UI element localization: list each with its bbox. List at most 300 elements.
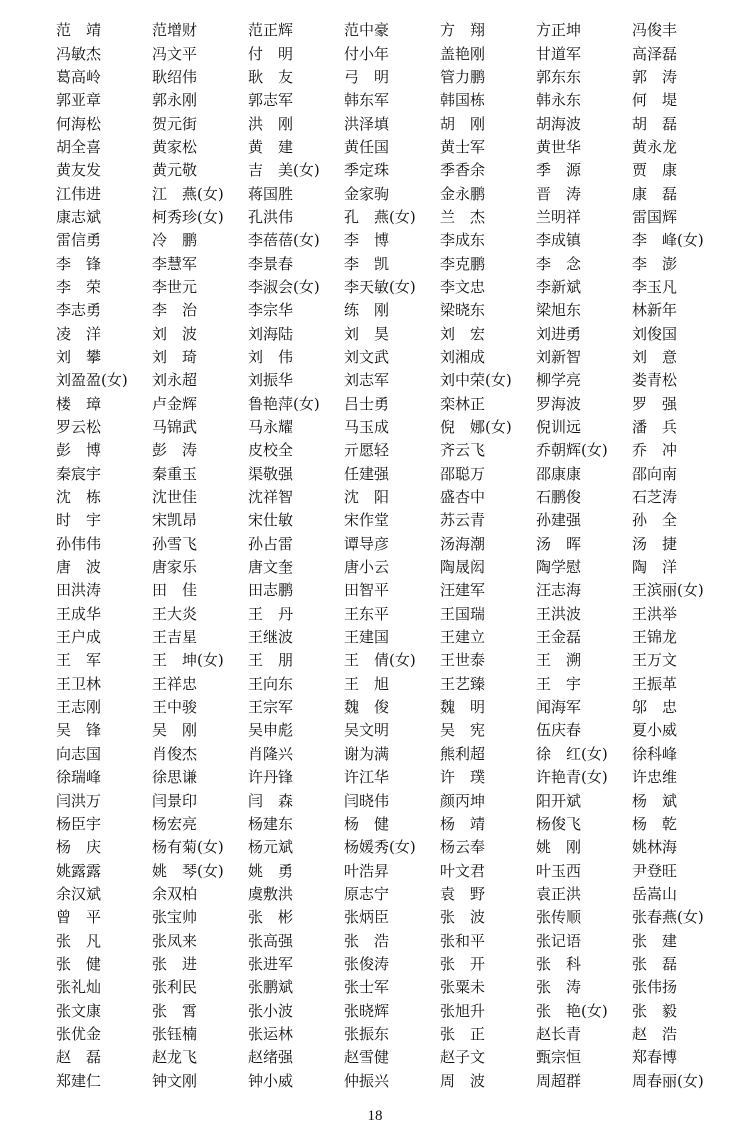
name-entry: 张 进 bbox=[152, 954, 198, 973]
name-entry: 徐 红(女) bbox=[536, 744, 608, 763]
name-entry: 刘 宏 bbox=[440, 324, 486, 343]
name-entry: 郭志军 bbox=[248, 91, 294, 110]
name-entry: 黄永龙 bbox=[632, 137, 678, 156]
name-entry: 蒋国胜 bbox=[248, 184, 294, 203]
name-row bbox=[56, 952, 746, 975]
name-entry: 彭 涛 bbox=[152, 441, 198, 460]
name-row bbox=[56, 882, 746, 905]
name-entry: 杨云奉 bbox=[440, 838, 486, 857]
name-entry: 魏 明 bbox=[440, 698, 486, 717]
name-entry: 季香余 bbox=[440, 161, 486, 180]
name-row bbox=[56, 858, 746, 881]
name-entry: 刘 波 bbox=[152, 324, 198, 343]
name-entry: 张运林 bbox=[248, 1024, 294, 1043]
name-entry: 冯俊丰 bbox=[632, 21, 678, 40]
name-entry: 姚林海 bbox=[632, 838, 678, 857]
name-entry: 叶玉西 bbox=[536, 861, 582, 880]
name-entry: 彭 博 bbox=[56, 441, 102, 460]
name-entry: 盛杏中 bbox=[440, 488, 486, 507]
name-entry: 周春丽(女) bbox=[632, 1071, 704, 1090]
name-entry: 柯秀珍(女) bbox=[152, 207, 224, 226]
name-entry: 赵子文 bbox=[440, 1048, 486, 1067]
name-entry: 吴 刚 bbox=[152, 721, 198, 740]
name-entry: 汪建军 bbox=[440, 581, 486, 600]
name-row bbox=[56, 392, 746, 415]
name-row bbox=[56, 485, 746, 508]
name-entry: 王洪波 bbox=[536, 604, 582, 623]
name-entry: 刘 攀 bbox=[56, 347, 102, 366]
name-entry: 李 荣 bbox=[56, 277, 102, 296]
name-row bbox=[56, 205, 746, 228]
name-entry: 王振革 bbox=[632, 674, 678, 693]
name-entry: 洪泽填 bbox=[344, 114, 390, 133]
page-number: 18 bbox=[367, 1108, 383, 1124]
name-entry: 钟小威 bbox=[248, 1071, 294, 1090]
name-entry: 邬 忠 bbox=[632, 698, 678, 717]
name-entry: 汤 晖 bbox=[536, 534, 582, 553]
name-entry: 王 军 bbox=[56, 651, 102, 670]
name-entry: 李新斌 bbox=[536, 277, 582, 296]
name-entry: 胡 磊 bbox=[632, 114, 678, 133]
name-entry: 张 健 bbox=[56, 954, 102, 973]
name-entry: 张 艳(女) bbox=[536, 1001, 608, 1020]
name-entry: 李 凯 bbox=[344, 254, 390, 273]
name-entry: 阳开斌 bbox=[536, 791, 582, 810]
name-entry: 李克鹏 bbox=[440, 254, 486, 273]
name-entry: 王建国 bbox=[344, 628, 390, 647]
name-entry: 冯敏杰 bbox=[56, 44, 102, 63]
name-entry: 田智平 bbox=[344, 581, 390, 600]
name-row bbox=[56, 1068, 746, 1091]
name-entry: 李 澎 bbox=[632, 254, 678, 273]
name-entry: 范增财 bbox=[152, 21, 198, 40]
name-entry: 田 佳 bbox=[152, 581, 198, 600]
name-entry: 付小年 bbox=[344, 44, 390, 63]
name-entry: 张和平 bbox=[440, 931, 486, 950]
name-entry: 张 建 bbox=[632, 931, 678, 950]
name-entry: 乔 冲 bbox=[632, 441, 678, 460]
name-entry: 季 源 bbox=[536, 161, 582, 180]
name-entry: 邵聪万 bbox=[440, 464, 486, 483]
name-entry: 张 波 bbox=[440, 908, 486, 927]
name-entry: 赵雪健 bbox=[344, 1048, 390, 1067]
name-entry: 郭东东 bbox=[536, 67, 582, 86]
name-entry: 杨 健 bbox=[344, 814, 390, 833]
name-entry: 刘志军 bbox=[344, 371, 390, 390]
name-entry: 孙雪飞 bbox=[152, 534, 198, 553]
name-entry: 赵 浩 bbox=[632, 1024, 678, 1043]
name-entry: 王 倩(女) bbox=[344, 651, 416, 670]
name-entry: 乔朝辉(女) bbox=[536, 441, 608, 460]
name-entry: 王金磊 bbox=[536, 628, 582, 647]
name-entry: 宋仕敏 bbox=[248, 511, 294, 530]
name-entry: 郭 涛 bbox=[632, 67, 678, 86]
name-entry: 陶晟闳 bbox=[440, 558, 486, 577]
name-entry: 赵龙飞 bbox=[152, 1048, 198, 1067]
name-entry: 皮校全 bbox=[248, 441, 294, 460]
name-entry: 张优金 bbox=[56, 1024, 102, 1043]
name-entry: 张晓辉 bbox=[344, 1001, 390, 1020]
name-entry: 兰明祥 bbox=[536, 207, 582, 226]
name-entry: 张俊涛 bbox=[344, 954, 390, 973]
name-row bbox=[56, 788, 746, 811]
name-entry: 张士军 bbox=[344, 978, 390, 997]
name-entry: 沈 阳 bbox=[344, 488, 390, 507]
name-entry: 李世元 bbox=[152, 277, 198, 296]
name-entry: 赵长青 bbox=[536, 1024, 582, 1043]
name-entry: 范 靖 bbox=[56, 21, 102, 40]
name-entry: 张钰楠 bbox=[152, 1024, 198, 1043]
name-entry: 刘 意 bbox=[632, 347, 678, 366]
name-entry: 郑春博 bbox=[632, 1048, 678, 1067]
name-row bbox=[56, 555, 746, 578]
name-entry: 雷信勇 bbox=[56, 231, 102, 250]
name-entry: 杨建东 bbox=[248, 814, 294, 833]
name-entry: 王 坤(女) bbox=[152, 651, 224, 670]
name-entry: 沈 栋 bbox=[56, 488, 102, 507]
name-entry: 张 磊 bbox=[632, 954, 678, 973]
name-entry: 王 丹 bbox=[248, 604, 294, 623]
name-entry: 弓 明 bbox=[344, 67, 390, 86]
name-entry: 马永耀 bbox=[248, 418, 294, 437]
name-entry: 孔洪伟 bbox=[248, 207, 294, 226]
name-row bbox=[56, 602, 746, 625]
name-entry: 冯文平 bbox=[152, 44, 198, 63]
name-entry: 金永鹏 bbox=[440, 184, 486, 203]
name-entry: 原志宁 bbox=[344, 884, 390, 903]
name-entry: 吴 宪 bbox=[440, 721, 486, 740]
name-entry: 闻海军 bbox=[536, 698, 582, 717]
name-row bbox=[56, 65, 746, 88]
name-entry: 宋作堂 bbox=[344, 511, 390, 530]
name-entry: 杨宏亮 bbox=[152, 814, 198, 833]
name-row bbox=[56, 1045, 746, 1068]
name-entry: 张 浩 bbox=[344, 931, 390, 950]
name-entry: 梁晓东 bbox=[440, 301, 486, 320]
name-entry: 沈祥智 bbox=[248, 488, 294, 507]
name-entry: 王滨丽(女) bbox=[632, 581, 704, 600]
name-row bbox=[56, 462, 746, 485]
name-entry: 张炳臣 bbox=[344, 908, 390, 927]
name-entry: 张凤来 bbox=[152, 931, 198, 950]
name-entry: 杨 庆 bbox=[56, 838, 102, 857]
name-entry: 甘道军 bbox=[536, 44, 582, 63]
name-entry: 唐家乐 bbox=[152, 558, 198, 577]
name-entry: 林新年 bbox=[632, 301, 678, 320]
name-entry: 李 治 bbox=[152, 301, 198, 320]
name-entry: 叶浩昇 bbox=[344, 861, 390, 880]
name-entry: 孔 燕(女) bbox=[344, 207, 416, 226]
name-entry: 亓愿轻 bbox=[344, 441, 390, 460]
name-entry: 张粟未 bbox=[440, 978, 486, 997]
name-entry: 康 磊 bbox=[632, 184, 678, 203]
name-entry: 徐科峰 bbox=[632, 744, 678, 763]
name-entry: 钟文刚 bbox=[152, 1071, 198, 1090]
name-entry: 张高强 bbox=[248, 931, 294, 950]
name-row bbox=[56, 532, 746, 555]
name-row bbox=[56, 578, 746, 601]
name-entry: 王国瑞 bbox=[440, 604, 486, 623]
name-entry: 苏云青 bbox=[440, 511, 486, 530]
name-entry: 王继波 bbox=[248, 628, 294, 647]
name-entry: 何 堤 bbox=[632, 91, 678, 110]
name-entry: 王卫林 bbox=[56, 674, 102, 693]
name-entry: 宋凯昂 bbox=[152, 511, 198, 530]
name-entry: 卢金辉 bbox=[152, 394, 198, 413]
name-row bbox=[56, 508, 746, 531]
name-row bbox=[56, 695, 746, 718]
name-entry: 肖俊杰 bbox=[152, 744, 198, 763]
name-entry: 叶文君 bbox=[440, 861, 486, 880]
name-entry: 杨元斌 bbox=[248, 838, 294, 857]
name-entry: 刘盈盈(女) bbox=[56, 371, 128, 390]
name-row bbox=[56, 321, 746, 344]
name-entry: 杨 靖 bbox=[440, 814, 486, 833]
name-entry: 沈世佳 bbox=[152, 488, 198, 507]
name-entry: 齐云飞 bbox=[440, 441, 486, 460]
name-entry: 余双柏 bbox=[152, 884, 198, 903]
name-row bbox=[56, 625, 746, 648]
name-entry: 王 宇 bbox=[536, 674, 582, 693]
name-entry: 方正坤 bbox=[536, 21, 582, 40]
name-entry: 王艺臻 bbox=[440, 674, 486, 693]
name-entry: 张振东 bbox=[344, 1024, 390, 1043]
name-entry: 黄 建 bbox=[248, 137, 294, 156]
name-entry: 邵康康 bbox=[536, 464, 582, 483]
name-entry: 李蓓蓓(女) bbox=[248, 231, 320, 250]
name-entry: 范中豪 bbox=[344, 21, 390, 40]
name-entry: 向志国 bbox=[56, 744, 102, 763]
name-entry: 刘中荣(女) bbox=[440, 371, 512, 390]
name-entry: 颜丙坤 bbox=[440, 791, 486, 810]
name-entry: 冷 鹏 bbox=[152, 231, 198, 250]
name-entry: 娄青松 bbox=[632, 371, 678, 390]
name-row bbox=[56, 275, 746, 298]
name-row bbox=[56, 928, 746, 951]
name-entry: 尹登旺 bbox=[632, 861, 678, 880]
name-entry: 岳嵩山 bbox=[632, 884, 678, 903]
name-entry: 李志勇 bbox=[56, 301, 102, 320]
name-entry: 贺元街 bbox=[152, 114, 198, 133]
name-entry: 季定珠 bbox=[344, 161, 390, 180]
name-row bbox=[56, 88, 746, 111]
name-entry: 吕士勇 bbox=[344, 394, 390, 413]
name-entry: 黄士军 bbox=[440, 137, 486, 156]
name-entry: 许 璞 bbox=[440, 768, 486, 787]
name-entry: 刘 琦 bbox=[152, 347, 198, 366]
name-entry: 谭导彦 bbox=[344, 534, 390, 553]
name-entry: 练 刚 bbox=[344, 301, 390, 320]
name-entry: 王向东 bbox=[248, 674, 294, 693]
name-entry: 曾 平 bbox=[56, 908, 102, 927]
name-entry: 陶 洋 bbox=[632, 558, 678, 577]
name-entry: 江 燕(女) bbox=[152, 184, 224, 203]
name-entry: 张小波 bbox=[248, 1001, 294, 1020]
name-entry: 刘文武 bbox=[344, 347, 390, 366]
name-entry: 刘振华 bbox=[248, 371, 294, 390]
name-entry: 鲁艳萍(女) bbox=[248, 394, 320, 413]
name-row bbox=[56, 298, 746, 321]
name-entry: 张鹏斌 bbox=[248, 978, 294, 997]
name-entry: 任建强 bbox=[344, 464, 390, 483]
name-entry: 韩东军 bbox=[344, 91, 390, 110]
name-entry: 潘 兵 bbox=[632, 418, 678, 437]
name-entry: 栾林正 bbox=[440, 394, 486, 413]
name-entry: 王 旭 bbox=[344, 674, 390, 693]
name-entry: 张春燕(女) bbox=[632, 908, 704, 927]
name-entry: 洪 刚 bbox=[248, 114, 294, 133]
name-entry: 王户成 bbox=[56, 628, 102, 647]
name-entry: 李成东 bbox=[440, 231, 486, 250]
name-entry: 许江华 bbox=[344, 768, 390, 787]
name-entry: 袁正洪 bbox=[536, 884, 582, 903]
name-row bbox=[56, 228, 746, 251]
name-entry: 谢为满 bbox=[344, 744, 390, 763]
name-entry: 张文康 bbox=[56, 1001, 102, 1020]
name-entry: 盖艳刚 bbox=[440, 44, 486, 63]
name-row bbox=[56, 41, 746, 64]
name-entry: 耿绍伟 bbox=[152, 67, 198, 86]
name-entry: 虞敷洪 bbox=[248, 884, 294, 903]
name-entry: 闫洪万 bbox=[56, 791, 102, 810]
name-entry: 李慧军 bbox=[152, 254, 198, 273]
name-entry: 韩国栋 bbox=[440, 91, 486, 110]
name-entry: 郭亚章 bbox=[56, 91, 102, 110]
name-entry: 张记语 bbox=[536, 931, 582, 950]
name-entry: 王 朋 bbox=[248, 651, 294, 670]
name-entry: 郭永刚 bbox=[152, 91, 198, 110]
name-entry: 刘新智 bbox=[536, 347, 582, 366]
name-entry: 唐 波 bbox=[56, 558, 102, 577]
name-entry: 姚 刚 bbox=[536, 838, 582, 857]
name-entry: 胡全喜 bbox=[56, 137, 102, 156]
name-entry: 康志斌 bbox=[56, 207, 102, 226]
name-entry: 李淑会(女) bbox=[248, 277, 320, 296]
name-entry: 王建立 bbox=[440, 628, 486, 647]
name-entry: 王大炎 bbox=[152, 604, 198, 623]
name-entry: 伍庆春 bbox=[536, 721, 582, 740]
name-entry: 李宗华 bbox=[248, 301, 294, 320]
name-entry: 胡海波 bbox=[536, 114, 582, 133]
name-entry: 王锦龙 bbox=[632, 628, 678, 647]
name-entry: 黄友发 bbox=[56, 161, 102, 180]
name-entry: 张利民 bbox=[152, 978, 198, 997]
name-entry: 田志鹏 bbox=[248, 581, 294, 600]
name-entry: 徐瑞峰 bbox=[56, 768, 102, 787]
name-entry: 张 毅 bbox=[632, 1001, 678, 1020]
name-entry: 吴申彪 bbox=[248, 721, 294, 740]
name-entry: 田洪涛 bbox=[56, 581, 102, 600]
name-entry: 楼 璋 bbox=[56, 394, 102, 413]
name-entry: 杨俊飞 bbox=[536, 814, 582, 833]
name-entry: 付 明 bbox=[248, 44, 294, 63]
name-entry: 赵绪强 bbox=[248, 1048, 294, 1067]
name-entry: 耿 友 bbox=[248, 67, 294, 86]
name-entry: 闫 森 bbox=[248, 791, 294, 810]
name-entry: 黄元敬 bbox=[152, 161, 198, 180]
name-entry: 梁旭东 bbox=[536, 301, 582, 320]
name-entry: 高泽磊 bbox=[632, 44, 678, 63]
name-entry: 贾 康 bbox=[632, 161, 678, 180]
name-row bbox=[56, 251, 746, 274]
name-entry: 兰 杰 bbox=[440, 207, 486, 226]
name-entry: 张传顺 bbox=[536, 908, 582, 927]
name-entry: 王志刚 bbox=[56, 698, 102, 717]
name-entry: 闫晓伟 bbox=[344, 791, 390, 810]
name-entry: 袁 野 bbox=[440, 884, 486, 903]
name-entry: 刘海陆 bbox=[248, 324, 294, 343]
name-row bbox=[56, 905, 746, 928]
name-entry: 范正辉 bbox=[248, 21, 294, 40]
name-entry: 姚 琴(女) bbox=[152, 861, 224, 880]
name-entry: 晋 涛 bbox=[536, 184, 582, 203]
name-row bbox=[56, 158, 746, 181]
name-row bbox=[56, 718, 746, 741]
name-entry: 王吉星 bbox=[152, 628, 198, 647]
name-entry: 刘 伟 bbox=[248, 347, 294, 366]
name-entry: 杨 乾 bbox=[632, 814, 678, 833]
name-entry: 仲振兴 bbox=[344, 1071, 390, 1090]
name-entry: 张 彬 bbox=[248, 908, 294, 927]
name-row bbox=[56, 672, 746, 695]
name-entry: 管力鹏 bbox=[440, 67, 486, 86]
name-entry: 张 科 bbox=[536, 954, 582, 973]
name-entry: 罗云松 bbox=[56, 418, 102, 437]
name-entry: 李玉凡 bbox=[632, 277, 678, 296]
name-entry: 罗海波 bbox=[536, 394, 582, 413]
name-entry: 李成镇 bbox=[536, 231, 582, 250]
name-row bbox=[56, 1022, 746, 1045]
name-row bbox=[56, 438, 746, 461]
name-row bbox=[56, 18, 746, 41]
name-entry: 秦宸宇 bbox=[56, 464, 102, 483]
name-entry: 马锦武 bbox=[152, 418, 198, 437]
name-entry: 王洪举 bbox=[632, 604, 678, 623]
name-entry: 黄任国 bbox=[344, 137, 390, 156]
name-entry: 李 锋 bbox=[56, 254, 102, 273]
name-entry: 胡 刚 bbox=[440, 114, 486, 133]
name-entry: 邵向南 bbox=[632, 464, 678, 483]
name-entry: 张 凡 bbox=[56, 931, 102, 950]
name-entry: 张伟扬 bbox=[632, 978, 678, 997]
name-row bbox=[56, 111, 746, 134]
name-entry: 倪训远 bbox=[536, 418, 582, 437]
name-entry: 王世泰 bbox=[440, 651, 486, 670]
name-entry: 张 开 bbox=[440, 954, 486, 973]
name-entry: 杨有菊(女) bbox=[152, 838, 224, 857]
name-entry: 许忠维 bbox=[632, 768, 678, 787]
name-entry: 李天敏(女) bbox=[344, 277, 416, 296]
name-entry: 王东平 bbox=[344, 604, 390, 623]
name-entry: 杨臣宇 bbox=[56, 814, 102, 833]
name-entry: 肖隆兴 bbox=[248, 744, 294, 763]
name-entry: 刘 昊 bbox=[344, 324, 390, 343]
name-row bbox=[56, 181, 746, 204]
name-entry: 方 翔 bbox=[440, 21, 486, 40]
name-list bbox=[56, 18, 746, 1092]
name-entry: 黄世华 bbox=[536, 137, 582, 156]
name-entry: 王 溯 bbox=[536, 651, 582, 670]
name-entry: 孙伟伟 bbox=[56, 534, 102, 553]
name-entry: 王成华 bbox=[56, 604, 102, 623]
name-entry: 吴文明 bbox=[344, 721, 390, 740]
name-entry: 余汉斌 bbox=[56, 884, 102, 903]
name-entry: 张礼灿 bbox=[56, 978, 102, 997]
name-entry: 孙 全 bbox=[632, 511, 678, 530]
name-entry: 周 波 bbox=[440, 1071, 486, 1090]
name-entry: 唐小云 bbox=[344, 558, 390, 577]
name-entry: 姚 勇 bbox=[248, 861, 294, 880]
